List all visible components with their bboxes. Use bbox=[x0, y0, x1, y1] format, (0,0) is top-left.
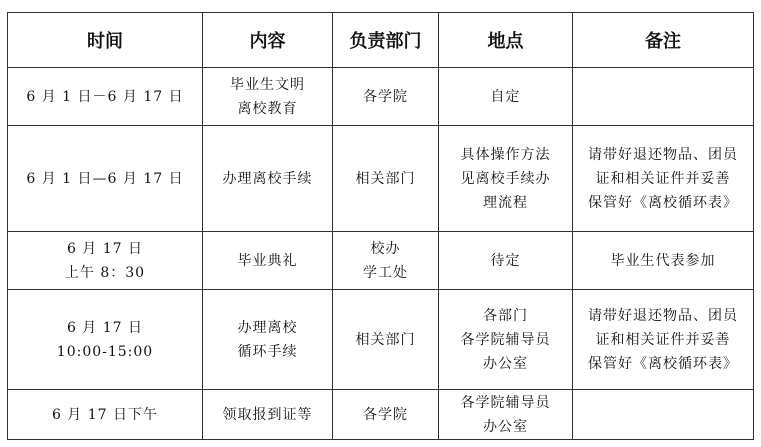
cell-line: 请带好退还物品、团员 bbox=[588, 307, 738, 324]
time-cell bbox=[8, 290, 203, 390]
header-row bbox=[8, 13, 754, 68]
table-row bbox=[8, 232, 754, 290]
cell-line: 上午 8：30 bbox=[64, 264, 146, 281]
cell-line: 毕业生文明 bbox=[230, 76, 305, 93]
note-cell bbox=[573, 232, 754, 290]
place-cell bbox=[439, 290, 573, 390]
header-place: 地点 bbox=[439, 13, 573, 68]
place-cell bbox=[439, 390, 573, 440]
table-row bbox=[8, 390, 754, 440]
cell-line: 办理离校手续 bbox=[222, 170, 313, 187]
cell-line: 6 月 1 日—6 月 17 日 bbox=[26, 170, 184, 187]
dept-cell bbox=[333, 68, 439, 126]
note-cell bbox=[573, 390, 754, 440]
cell-line: 保管好《离校循环表》 bbox=[588, 355, 738, 372]
time-cell bbox=[8, 390, 203, 440]
table-row bbox=[8, 126, 754, 232]
content-cell bbox=[203, 290, 333, 390]
cell-line: 办公室 bbox=[483, 418, 528, 435]
header-content: 内容 bbox=[203, 13, 333, 68]
cell-line: 自定 bbox=[490, 88, 521, 105]
cell-line: 见离校手续办 bbox=[460, 170, 551, 187]
cell-line: 6 月 17 日下午 bbox=[51, 406, 159, 423]
cell-line: 理流程 bbox=[483, 194, 528, 211]
dept-cell bbox=[333, 290, 439, 390]
cell-line: 领取报到证等 bbox=[222, 406, 313, 423]
content-cell bbox=[203, 68, 333, 126]
cell-line: 证和相关证件并妥善 bbox=[595, 331, 731, 348]
cell-line: 6 月 17 日 bbox=[66, 319, 144, 336]
cell-line: 学工处 bbox=[363, 264, 408, 281]
note-cell bbox=[573, 126, 754, 232]
cell-line: 请带好退还物品、团员 bbox=[588, 146, 738, 163]
header-note: 备注 bbox=[573, 13, 754, 68]
table-row bbox=[8, 290, 754, 390]
cell-line: 毕业典礼 bbox=[237, 252, 298, 269]
content-cell bbox=[203, 390, 333, 440]
content-cell bbox=[203, 126, 333, 232]
cell-line: 毕业生代表参加 bbox=[610, 252, 716, 269]
cell-line: 具体操作方法 bbox=[460, 146, 551, 163]
time-cell bbox=[8, 232, 203, 290]
cell-line: 校办 bbox=[370, 240, 401, 257]
cell-line: 相关部门 bbox=[355, 331, 416, 348]
place-cell bbox=[439, 232, 573, 290]
header-time: 时间 bbox=[8, 13, 203, 68]
cell-line: 各学院 bbox=[363, 406, 408, 423]
cell-line: 待定 bbox=[490, 252, 521, 269]
header-dept: 负责部门 bbox=[333, 13, 439, 68]
dept-cell bbox=[333, 232, 439, 290]
cell-line: 办理离校 bbox=[237, 319, 298, 336]
time-cell bbox=[8, 68, 203, 126]
place-cell bbox=[439, 68, 573, 126]
cell-line: 6 月 1 日－6 月 17 日 bbox=[26, 88, 184, 105]
cell-line: 各部门 bbox=[483, 307, 528, 324]
cell-line: 证和相关证件并妥善 bbox=[595, 170, 731, 187]
content-cell bbox=[203, 232, 333, 290]
schedule-table bbox=[7, 12, 754, 440]
dept-cell bbox=[333, 126, 439, 232]
table-row bbox=[8, 68, 754, 126]
note-cell bbox=[573, 68, 754, 126]
cell-line: 办公室 bbox=[483, 355, 528, 372]
cell-line: 各学院 bbox=[363, 88, 408, 105]
cell-line: 各学院辅导员 bbox=[460, 331, 551, 348]
cell-line: 相关部门 bbox=[355, 170, 416, 187]
dept-cell bbox=[333, 390, 439, 440]
cell-line: 离校教育 bbox=[237, 100, 298, 117]
time-cell bbox=[8, 126, 203, 232]
cell-line: 6 月 17 日 bbox=[66, 240, 144, 257]
note-cell bbox=[573, 290, 754, 390]
cell-line: 各学院辅导员 bbox=[460, 394, 551, 411]
cell-line: 10:00-15:00 bbox=[56, 343, 154, 360]
place-cell bbox=[439, 126, 573, 232]
cell-line: 循环手续 bbox=[237, 343, 298, 360]
cell-line: 保管好《离校循环表》 bbox=[588, 194, 738, 211]
